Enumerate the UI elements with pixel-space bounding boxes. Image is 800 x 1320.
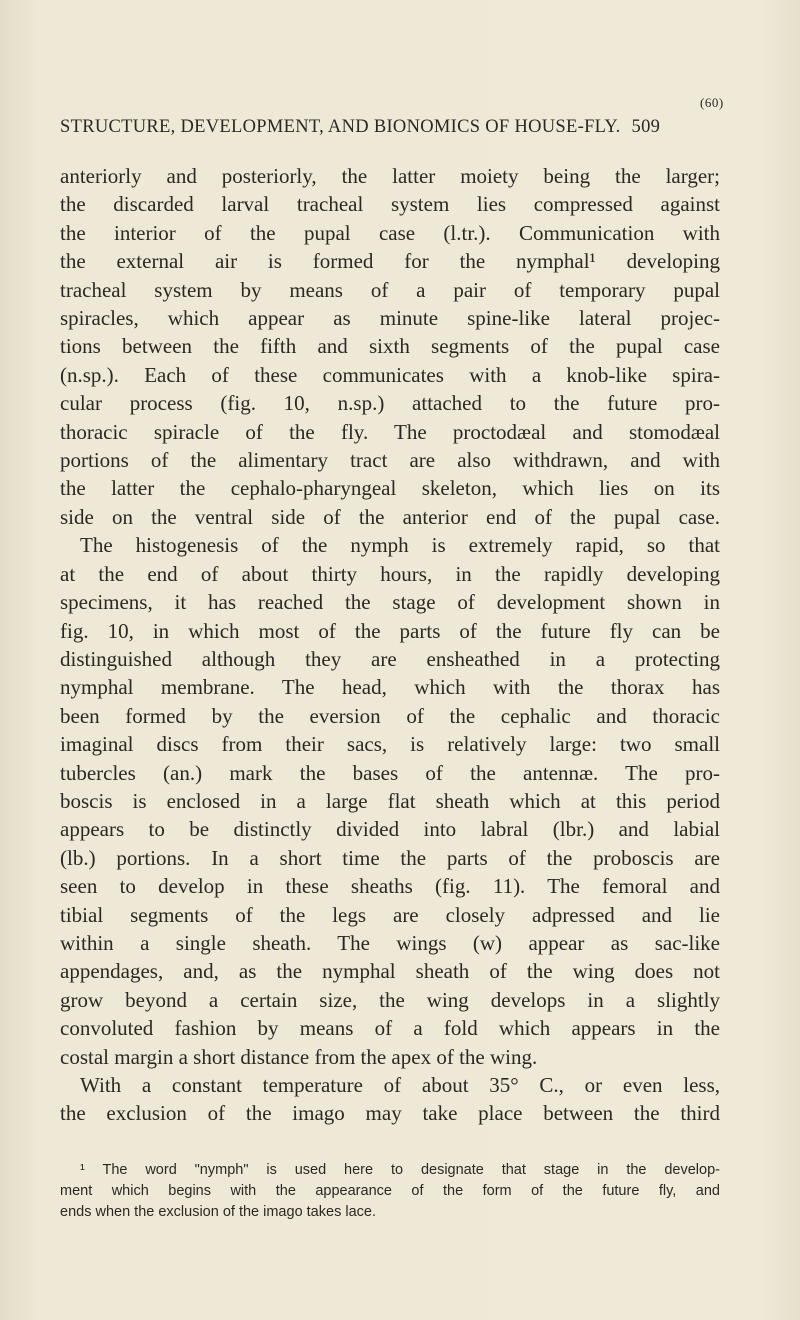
footnote-line: ends when the exclusion of the imago takes lace. bbox=[60, 1204, 376, 1220]
footnote-line: ment which begins with the appearance of the form of the future fly, and bbox=[60, 1183, 720, 1199]
text-line: the external air is formed for the nymphal¹ developing bbox=[60, 249, 720, 274]
text-line: (n.sp.). Each of these communicates with a knob-like spira- bbox=[60, 362, 720, 387]
text-line: tibial segments of the legs are closely adpressed and lie bbox=[60, 902, 720, 927]
text-line: cular process (fig. 10, n.sp.) attached to the future pro- bbox=[60, 391, 720, 416]
text-line: been formed by the eversion of the cephalic and thoracic bbox=[60, 703, 720, 728]
text-line: fig. 10, in which most of the parts of the future fly can be bbox=[60, 618, 720, 643]
body-text bbox=[60, 162, 720, 1128]
text-line: (lb.) portions. In a short time the parts of the proboscis are bbox=[60, 845, 720, 870]
footnote-line: ¹ The word "nymph" is used here to designate that stage in the develop- bbox=[80, 1162, 720, 1178]
text-line: The histogenesis of the nymph is extremely rapid, so that bbox=[80, 533, 720, 558]
text-line: tions between the fifth and sixth segments of the pupal case bbox=[60, 334, 720, 359]
text-line: tracheal system by means of a pair of temporary pupal bbox=[60, 277, 720, 302]
text-line: portions of the alimentary tract are also withdrawn, and with bbox=[60, 448, 720, 473]
text-line: imaginal discs from their sacs, is relatively large: two small bbox=[60, 732, 720, 757]
text-line: convoluted fashion by means of a fold which appears in the bbox=[60, 1016, 720, 1041]
text-line: the latter the cephalo-pharyngeal skeleton, which lies on its bbox=[60, 476, 720, 501]
text-line: within a single sheath. The wings (w) appear as sac-like bbox=[60, 930, 720, 955]
text-line: the exclusion of the imago may take place between the third bbox=[60, 1101, 720, 1126]
text-line: boscis is enclosed in a large flat sheath which at this period bbox=[60, 788, 720, 813]
text-line: seen to develop in these sheaths (fig. 11). The femoral and bbox=[60, 874, 720, 899]
text-line: appears to be distinctly divided into labral (lbr.) and labial bbox=[60, 817, 720, 842]
text-line: thoracic spiracle of the fly. The proctodæal and stomodæal bbox=[60, 419, 720, 444]
text-line: distinguished although they are ensheathed in a protecting bbox=[60, 646, 720, 671]
text-line: the discarded larval tracheal system lies compressed against bbox=[60, 192, 720, 217]
text-line: nymphal membrane. The head, which with the thorax has bbox=[60, 675, 720, 700]
text-line: appendages, and, as the nymphal sheath of the wing does not bbox=[60, 959, 720, 984]
text-line: costal margin a short distance from the apex of the wing. bbox=[60, 1044, 538, 1069]
text-line: grow beyond a certain size, the wing develops in a slightly bbox=[60, 987, 720, 1012]
text-line: the interior of the pupal case (l.tr.). Communication with bbox=[60, 220, 720, 245]
text-line: tubercles (an.) mark the bases of the antennæ. The pro- bbox=[60, 760, 720, 785]
text-line: With a constant temperature of about 35° C., or even less, bbox=[80, 1073, 720, 1097]
text-line: anteriorly and posteriorly, the latter moiety being the larger; bbox=[60, 164, 720, 188]
folio-mark: (60) bbox=[700, 95, 724, 110]
text-line: spiracles, which appear as minute spine-like lateral projec- bbox=[60, 306, 720, 331]
text-line: specimens, it has reached the stage of development shown in bbox=[60, 590, 720, 615]
running-head-title: STRUCTURE, DEVELOPMENT, AND BIONOMICS OF HOUSE-FLY. bbox=[60, 117, 621, 137]
running-head bbox=[60, 117, 720, 138]
page-number: 509 bbox=[631, 117, 661, 137]
footnote bbox=[60, 1160, 720, 1223]
text-line: at the end of about thirty hours, in the rapidly developing bbox=[60, 561, 720, 586]
text-line: side on the ventral side of the anterior end of the pupal case. bbox=[60, 504, 720, 529]
